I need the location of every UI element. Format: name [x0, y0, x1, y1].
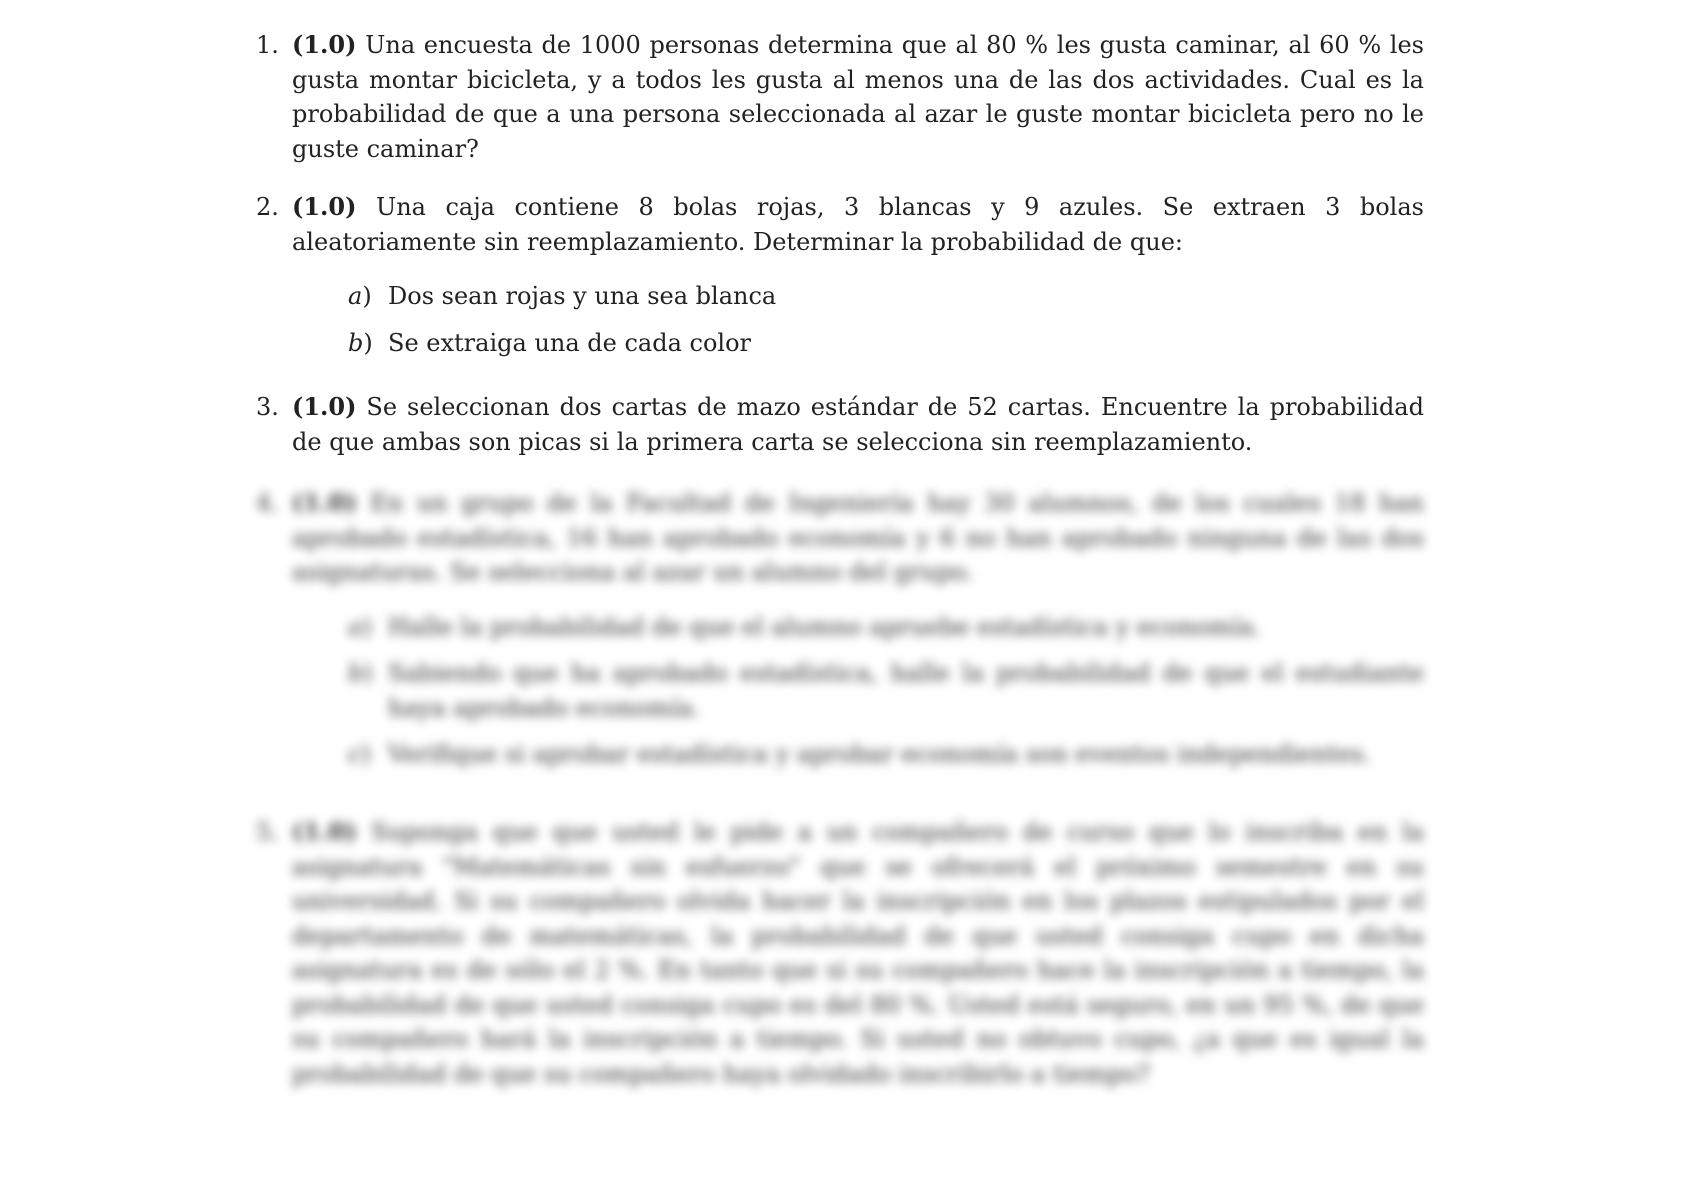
problem-body	[292, 28, 1424, 166]
problem-body	[292, 815, 1424, 1091]
problem-2	[256, 190, 1424, 360]
part-text: Sabiendo que ha aprobado estadística, halle la probabilidad de que el estudiante haya aprobado economía.	[388, 659, 1424, 722]
problem-text: Se seleccionan dos cartas de mazo estándar de 52 cartas. Encuentre la probabilidad de que ambas son picas si la primera carta se selecciona sin reemplazamiento.	[292, 393, 1424, 456]
part-label: b)	[348, 328, 373, 357]
problem-3	[256, 390, 1424, 459]
problem-number: 3.	[256, 393, 279, 421]
problem-points: (1.0)	[292, 392, 357, 421]
problem-number: 2.	[256, 193, 279, 221]
part-label: a)	[348, 282, 372, 310]
problem-number: 5.	[256, 818, 279, 846]
problem-body	[292, 486, 1424, 772]
problem-points: (1.0)	[292, 817, 357, 846]
problem-part-c	[348, 737, 1424, 772]
problem-body	[292, 390, 1424, 459]
part-label: c)	[348, 740, 371, 768]
part-label: b)	[348, 659, 373, 687]
part-text: Dos sean rojas y una sea blanca	[388, 282, 777, 310]
problem-text: Una encuesta de 1000 personas determina que al 80 % les gusta caminar, al 60 % les gusta montar bicicleta, y a todos les gusta al menos una de las dos actividades. Cual es la probabilidad de que a una persona seleccionada al azar le guste montar bicicleta pero no le guste caminar?	[292, 31, 1424, 163]
problem-part-a	[348, 610, 1424, 645]
problem-text: Una caja contiene 8 bolas rojas, 3 blancas y 9 azules. Se extraen 3 bolas aleatoriamente sin reemplazamiento. Determinar la probabilidad de que:	[292, 193, 1424, 256]
part-label: a)	[348, 612, 372, 641]
problem-parts	[292, 610, 1424, 772]
problem-parts	[292, 279, 1424, 360]
problem-5	[256, 815, 1424, 1091]
part-text: Verifique si aprobar estadística y aprobar economía son eventos independientes.	[388, 740, 1372, 768]
problem-part-b	[348, 656, 1424, 725]
problem-points: (1.0)	[292, 30, 357, 59]
problem-number: 1.	[256, 31, 279, 59]
problem-part-b	[348, 326, 1424, 361]
problem-text: En un grupo de la Facultad de Ingeniería hay 30 alumnos, de los cuales 18 han aprobado estadística, 16 han aprobado economía y 6 no han aprobado ninguna de las dos asignaturas. Se selecciona al azar un alumno del grupo.	[292, 489, 1424, 586]
problem-4	[256, 486, 1424, 772]
problem-number: 4.	[256, 489, 279, 517]
problem-text: Suponga que que usted le pide a un compañero de curso que lo inscriba en la asignatura "Matemáticas sin esfuerzo" que se ofrecerá el próximo semestre en su universidad. Si su compañero olvida hacer la inscripción en los plazos estipulados por el departamento de matemáticas, la probabilidad de que usted consiga cupo en dicha asignatura es de sólo el 2 %. En tanto que si su compañero hace la inscripción a tiempo, la probabilidad de que usted consiga cupo es del 80 %. Usted está seguro, en un 95 %, de que su compañero hará la inscripción a tiempo. Si usted no obtuvo cupo, ¿a que es igual la probabilidad de que su compañero haya olvidado inscribirlo a tiempo?	[292, 818, 1424, 1088]
problem-part-a	[348, 279, 1424, 314]
problem-body	[292, 190, 1424, 360]
part-text: Halle la probabilidad de que el alumno apruebe estadística y economía.	[388, 612, 1262, 641]
problem-points: (1.0)	[292, 192, 357, 221]
problem-points: (1.0)	[292, 488, 357, 517]
problem-1	[256, 28, 1424, 166]
part-text: Se extraiga una de cada color	[388, 328, 751, 357]
